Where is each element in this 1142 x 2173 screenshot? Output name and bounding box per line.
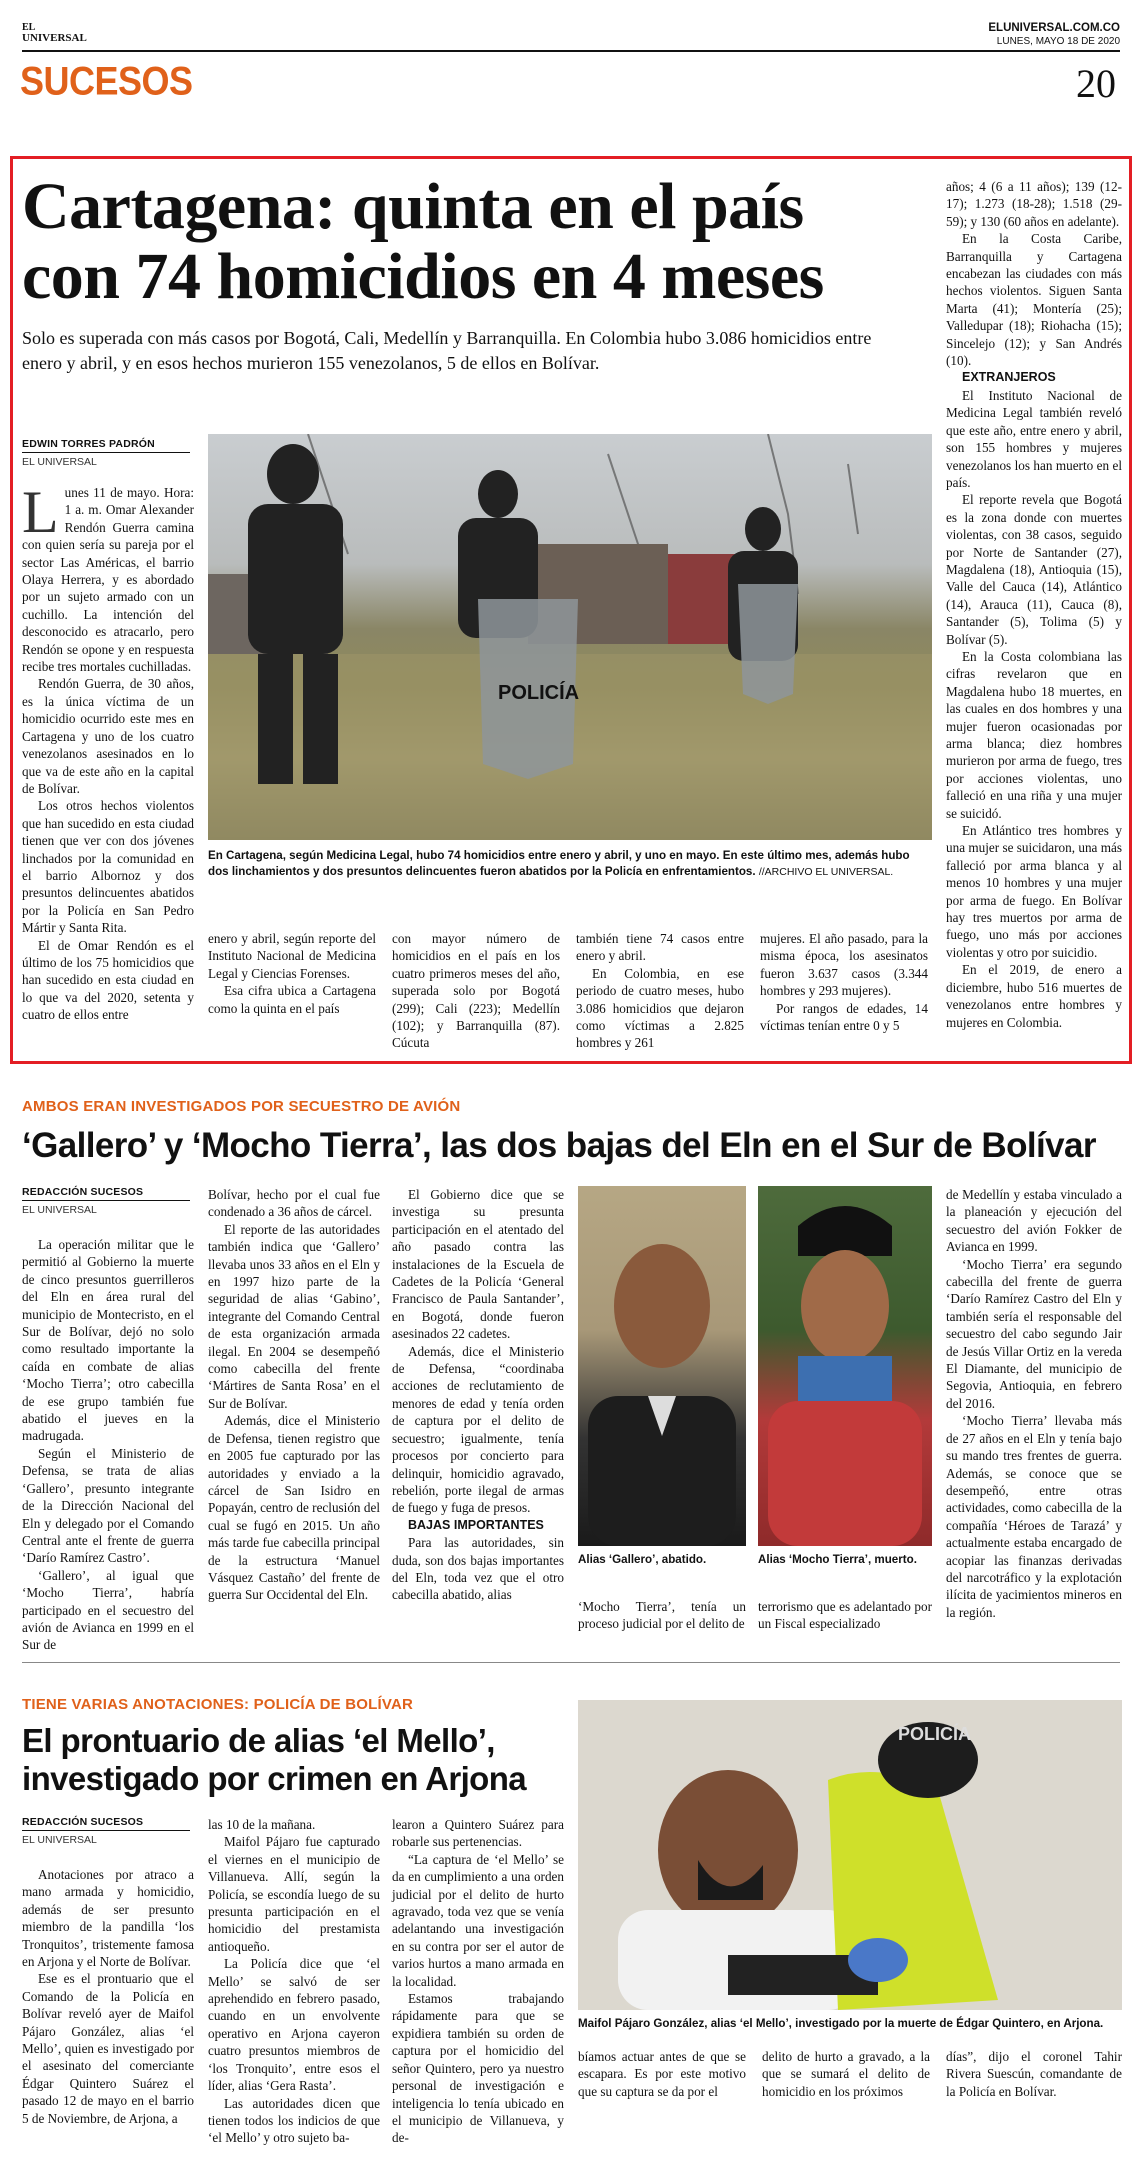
mello-caption: Maifol Pájaro González, alias ‘el Mello’, investigado por la muerte de Édgar Quintero, en Arjona. [578, 2017, 1104, 2030]
story3-column-3: learon a Quintero Suárez para robarle sus pertenencias. “La captura de ‘el Mello’ se da en cumplimiento a una orden judicial por el delito de hurto agravado, toda vez que se venía adelantando una investigación en su contra por ser el autor de varios hurtos a mano armada en la localidad. Estamos trabajando rápidamente para que se expidiera también su orden de captura por el homicidio del señor Quintero, pero ya nuestro personal de investigación e inteligencia lo tenía ubicado en el municipio de Villanueva, y de- [392, 1817, 564, 2146]
lead-headline-line1: Cartagena: quinta en el país [22, 170, 804, 243]
story3-byline: REDACCIÓN SUCESOS [22, 1816, 144, 1828]
lead-deck: Solo es superada con más casos por Bogotá, Cali, Medellín y Barranquilla. En Colombia hubo 3.086 homicidios entre enero y abril, y en esos hechos murieron 155 venezolanos, 5 de ellos en Bolívar. [22, 328, 872, 373]
page-number: 20 [1076, 61, 1116, 106]
byline-rule [22, 452, 190, 453]
story2-headline: ‘Gallero’ y ‘Mocho Tierra’, las dos bajas del Eln en el Sur de Bolívar [22, 1126, 1096, 1165]
mocho-tierra-portrait [758, 1186, 932, 1546]
lead-caption: En Cartagena, según Medicina Legal, hubo 74 homicidios entre enero y abril, y uno en mayo. En este último mes, además hubo dos linchamientos y dos presuntos delincuentes fueron abatidos por la Policía en enfrentamientos. //ARCHIVO EL UNIVERSAL. [208, 849, 910, 878]
story2-byline-rule [22, 1200, 190, 1201]
mocho-tierra-caption: Alias ‘Mocho Tierra’, muerto. [758, 1553, 917, 1566]
issue-date: LUNES, MAYO 18 DE 2020 [996, 36, 1120, 47]
lead-photo [208, 434, 932, 840]
lead-byline: EDWIN TORRES PADRÓN [22, 438, 155, 450]
gallero-photo [578, 1186, 746, 1546]
story3-kicker: TIENE VARIAS ANOTACIONES: POLICÍA DE BOLÍVAR [22, 1696, 414, 1713]
story3-under-1: bíamos actuar antes de que se escapara. Es por este motivo que su captura se da por el [578, 2049, 746, 2099]
story3-under-3: días”, dijo el coronel Tahir Rivera Suescún, comandante de la Policía en Bolívar. [946, 2049, 1122, 2099]
story3-byline-rule [22, 1830, 190, 1831]
story2-under-photo-right: terrorismo que es adelantado por un Fiscal especializado [758, 1599, 932, 1632]
lead-column-3: con mayor número de homicidios en el país en los cuatro primeros meses del año, superada solo por Bogotá (299); Cali (223); Medellín (102); y Barranquilla (87). Cúcuta [392, 931, 560, 1051]
gallero-portrait [578, 1186, 746, 1546]
story2-column-1: La operación militar que le permitió al Gobierno la muerte de cinco presuntos guerrilleros del Eln en área rural del municipio de Montecristo, en el Sur de Bolívar, dejó no solo como resultado importante la caída en combate de alias ‘Mocho Tierra’; otro cabecilla de ese grupo también fue abatido el jueves en la madrugada. Según el Ministerio de Defensa, se trata de alias ‘Gallero’, presunto integrante de la Dirección Nacional del Eln y delegado por el Comando Central ante el frente de guerra ‘Darío Ramírez Castro’. ‘Gallero’, al igual que ‘Mocho Tierra’, habría participado en el secuestro del avión de Avianca en 1999 en el Sur de [22, 1237, 194, 1653]
logo [22, 22, 102, 44]
masthead-rule [22, 50, 1120, 52]
mello-photo [578, 1700, 1122, 2010]
story3-under-2: delito de hurto a gravado, a la que se sumará el delito de homicidio en los próximos [762, 2049, 930, 2099]
story3-headline [22, 1722, 526, 1798]
lead-headline-line2: con 74 homicidios en 4 meses [22, 240, 824, 313]
section-title: SUCESOS [20, 58, 193, 104]
shield-label: POLICÍA [498, 682, 580, 704]
site-url: ELUNIVERSAL.COM.CO [988, 22, 1120, 34]
cap-label: POLICÍA [898, 1724, 972, 1744]
lead-headline [22, 172, 824, 312]
story-separator [22, 1662, 1120, 1663]
mello-scene [578, 1700, 1122, 2010]
story3-byline-org: EL UNIVERSAL [22, 1834, 97, 1846]
story2-column-6: de Medellín y estaba vinculado a la planeación y ejecución del secuestro del avión Fokker de Avianca en 1999. ‘Mocho Tierra’ era segundo cabecilla del frente de guerra ‘Darío Ramírez Castro del Eln y también sería el responsable del secuestro del cabo segundo Jair de Jesús Villar Ortiz en la vereda El Diamante, del municipio de Segovia, Antioquia, en febrero del 2016. ‘Mocho Tierra’ llevaba más de 27 años en el Eln y tenía bajo su mando tres frentes de guerra. Además, se conoce que se desempeñó, entre otras actividades, como cabecilla de la compañía ‘Héroes de Tarazá’ y actualmente estaba encargado de acopiar las finanzas derivadas del narcotráfico y la explotación ilícita de yacimientos mineros en la región. [946, 1187, 1122, 1620]
logo-top: EL [22, 22, 36, 33]
subhead-bajas: BAJAS IMPORTANTES [408, 1517, 544, 1532]
story3-column-1: Anotaciones por atraco a mano armada y homicidio, además de ser presunto miembro de la pandilla ‘los Tronquitos’, tristemente famosa en Arjona y el Norte de Bolívar. Ese es el prontuario que el Comando de la Policía en Bolívar reveló ayer de Maifol Pájaro González, alias ‘el Mello’, quien es investigado por el asesinato del comerciante Édgar Quintero Suárez el pasado 12 de mayo en el barrio 5 de Noviembre, de Arjona, a [22, 1867, 194, 2126]
story2-byline-org: EL UNIVERSAL [22, 1204, 97, 1216]
story3-headline-line2: investigado por crimen en Arjona [22, 1760, 527, 1797]
gallero-caption: Alias ‘Gallero’, abatido. [578, 1553, 707, 1566]
dropcap: L [22, 479, 59, 545]
lead-byline-org: EL UNIVERSAL [22, 456, 97, 468]
story2-kicker: AMBOS ERAN INVESTIGADOS POR SECUESTRO DE AVIÓN [22, 1098, 461, 1115]
story2-byline: REDACCIÓN SUCESOS [22, 1186, 144, 1198]
story2-under-photo-left: ‘Mocho Tierra’, tenía un proceso judicial por el delito de [578, 1599, 746, 1632]
lead-column-2: enero y abril, según reporte del Instituto Nacional de Medicina Legal y Ciencias Forenses. Esa cifra ubica a Cartagena como la quinta en el país [208, 931, 376, 1016]
lead-column-5: mujeres. El año pasado, para la misma época, los asesinatos fueron 3.637 casos (3.344 hombres y 293 mujeres). Por rangos de edades, 14 víctimas tenían entre 0 y 5 [760, 931, 928, 1034]
lead-right-column: años; 4 (6 a 11 años); 139 (12-17); 1.273 (18-28); 1.518 (29-59); y 130 (60 años en adelante). En la Costa Caribe, Barranquilla y Cartagena encabezan las ciudades con más hechos violentos. Siguen Santa Marta (41); Montería (25); Valledupar (18); Riohacha (15); Sincelejo (12); y San Andrés (10). EXTRANJEROS El Instituto Nacional de Medicina Legal también reveló que este año, entre enero y abril, son 155 hombres y mujeres venezolanos los han muerto en el país. El reporte revela que Bogotá es la zona donde con muertes violentas, con 38 casos, seguido por Norte de Santander (27), Magdalena (18), Antioquia (15), Valle del Cauca (14), Atlántico (14), Arauca (11), Cauca (8), Santander (5), Tolima (5) y Bolívar (5). En la Costa colombiana las cifras revelaron que en Magdalena hubo 18 muertes, en las cuales en dos hombres y una mujer fueron ocasionadas por arma blanca; diez hombres murieron por arma de fuego, tres por acciones violentas, uno falleció en una riña y una mujer se suicidó. En Atlántico tres hombres y una mujer se suicidaron, una más falleció por arma blanca y al menos 10 hombres y una mujer por arma de fuego. En Bolívar hay tres muertos por arma de fuego, uno más por acciones violentas y otro por suicidio. En el 2019, de enero a diciembre, hubo 516 muertes de venezolanos entre hombres y mujeres en Colombia. [946, 179, 1122, 1030]
story2-column-3: El Gobierno dice que se investiga su presunta participación en el atentado del año pasado contra las instalaciones de la Escuela de Cadetes de la Policía ‘General Francisco de Paula Santander’, en Bogotá, donde fueron asesinados 22 cadetes. Además, dice el Ministerio de Defensa, “coordinaba acciones de reclutamiento de menores de edad y tenía orden de captura por el delito de secuestro; igualmente, tenía procesos por concierto para delinquir, homicidio agravado, rebelión, porte ilegal de armas de fuego y fuga de presos. BAJAS IMPORTANTES Para las autoridades, sin duda, son dos bajas importantes del Eln, toda vez que el otro cabecilla abatido, alias [392, 1187, 564, 1603]
subhead-extranjeros: EXTRANJEROS [962, 370, 1056, 385]
mocho-tierra-photo [758, 1186, 932, 1546]
lead-column-1: Lunes 11 de mayo. Hora: 1 a. m. Omar Alexander Rendón Guerra camina con quien sería su pareja por el sector Las Américas, el barrio Olaya Herrera, y es abordado por un sujeto armado con un cuchillo. La intención del desconocido es atracarlo, pero Rendón se opone y en respuesta recibe tres mortales cuchilladas. Rendón Guerra, de 30 años, es la única víctima de un homicidio ocurrido este mes en Cartagena y uno de los cuatro venezolanos asesinados en lo que va de este año en la capital de Bolívar. Los otros hechos violentos que han sucedido en esta ciudad tienen que ver con dos jóvenes linchados por la comunidad en el barrio Albornoz y dos presuntos delincuentes abatidos por la Policía en San Pedro Mártir y Santa Rita. El de Omar Rendón es el último de los 75 homicidios que han sucedido en esta ciudad en lo que va del 2020, setenta y cuatro de ellos entre [22, 479, 194, 1023]
story3-headline-line1: El prontuario de alias ‘el Mello’, [22, 1722, 495, 1759]
story2-column-2: Bolívar, hecho por el cual fue condenado a 36 años de cárcel. El reporte de las autoridades también indica que ‘Gallero’ llevaba unos 33 años en el Eln y en 1997 hizo parte de la seguridad de alias ‘Gabino’, integrante del Comando Central de esta organización armada ilegal. En 2004 se desempeñó como cabecilla del frente ‘Mártires de Santa Rosa’ en el Sur de Bolívar. Además, dice el Ministerio de Defensa, tienen registro que en 2005 fue capturado por las autoridades y enviado a la cárcel de San Isidro en Popayán, centro de reclusión del cual se fugó en 2015. Un año más tarde fue cabecilla principal de la estructura ‘Manuel Vásquez Castaño’ del frente de guerra Sur Occidental del Eln. [208, 1187, 380, 1603]
logo-bottom: UNIVERSAL [22, 32, 87, 44]
story3-column-2: las 10 de la mañana. Maifol Pájaro fue capturado el viernes en el municipio de Villanueva. Allí, según la Policía, se escondía luego de su presunta participación en el homicidio del prestamista antioqueño. La Policía dice que ‘el Mello’ se salvó de ser aprehendido en febrero pasado, cuando en un envolvente operativo en Arjona cayeron cuatro presuntos miembros de ‘los Tronquito’, entre esos el líder, alias ‘Gera Rasta’. Las autoridades dicen que tienen todos los indicios de que ‘el Mello’ y otro sujeto ba- [208, 1817, 380, 2146]
lead-photo-scene [208, 434, 932, 840]
lead-column-4: también tiene 74 casos entre enero y abril. En Colombia, en ese periodo de cuatro meses, hubo 3.086 homicidios que dejaron como víctimas a 2.825 hombres y 261 [576, 931, 744, 1051]
